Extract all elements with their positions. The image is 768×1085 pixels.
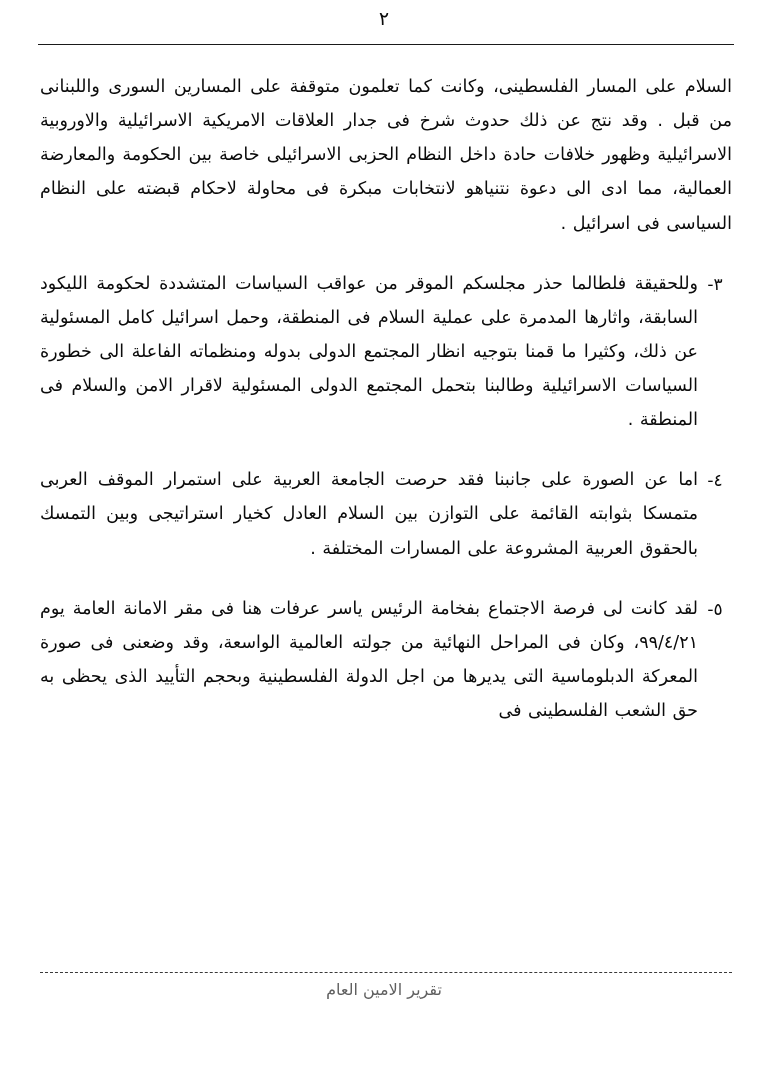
paragraph-text: لقد كانت لى فرصة الاجتماع بفخامة الرئيس ياسر عرفات هنا فى مقر الامانة العامة يوم ٩٩/٤/٢١، وكان فى المراحل النهائية من جولته العالمية الواسعة، وقد وضعنى فى صورة المعركة الدبلوماسية التى يديرها من اجل الدولة الفلسطينية وبحجم التأييد الذى يحظى به حق الشعب الفلسطينى فى xyxy=(40,598,698,721)
paragraph-marker: ٣- xyxy=(707,274,723,295)
paragraph-marker: ٤- xyxy=(707,471,723,492)
paragraph xyxy=(40,70,732,241)
paragraph xyxy=(40,267,732,438)
document-body xyxy=(40,70,732,754)
footer-label: تقرير الامين العام xyxy=(326,980,442,999)
header-divider xyxy=(38,44,734,45)
paragraph-marker: ٥- xyxy=(707,599,723,620)
paragraph xyxy=(40,592,732,729)
paragraph-text: السلام على المسار الفلسطينى، وكانت كما تعلمون متوقفة على المسارين السورى واللبنانى من قبل . وقد نتج عن ذلك حدوث شرخ فى جدار العلاقات الامريكية الاسرائيلية والاوروبية الاسرائيلية وظهور خلافات حادة داخل النظام الحزبى الاسرائيلى خاصة بين الحكومة والمعارضة العمالية، مما ادى الى دعوة نتنياهو لانتخابات مبكرة فى محاولة لاحكام قبضته على النظام السياسى فى اسرائيل . xyxy=(40,77,732,234)
page-number: ٢ xyxy=(378,8,390,30)
paragraph-text: اما عن الصورة على جانبنا فقد حرصت الجامعة العربية على استمرار الموقف العربى متمسكا بثوابته القائمة على التوازن بين السلام العادل كخيار استراتيجى وبين التمسك بالحقوق العربية المشروعة على المسارات المختلفة . xyxy=(40,470,698,559)
paragraph-text: وللحقيقة فلطالما حذر مجلسكم الموقر من عواقب السياسات المتشددة لحكومة الليكود السابقة، واثارها المدمرة على عملية السلام فى المنطقة، وحمل اسرائيل كامل المسئولية عن ذلك، وكثيرا ما قمنا بتوجيه انظار المجتمع الدولى بدوله ومنظماته الفاعلة الى خطورة السياسات الاسرائيلية وطالبنا بتحمل المجتمع الدولى المسئولية لاقرار الامن والسلام فى المنطقة . xyxy=(40,273,698,431)
footer-divider xyxy=(40,972,732,973)
paragraph xyxy=(40,463,732,565)
